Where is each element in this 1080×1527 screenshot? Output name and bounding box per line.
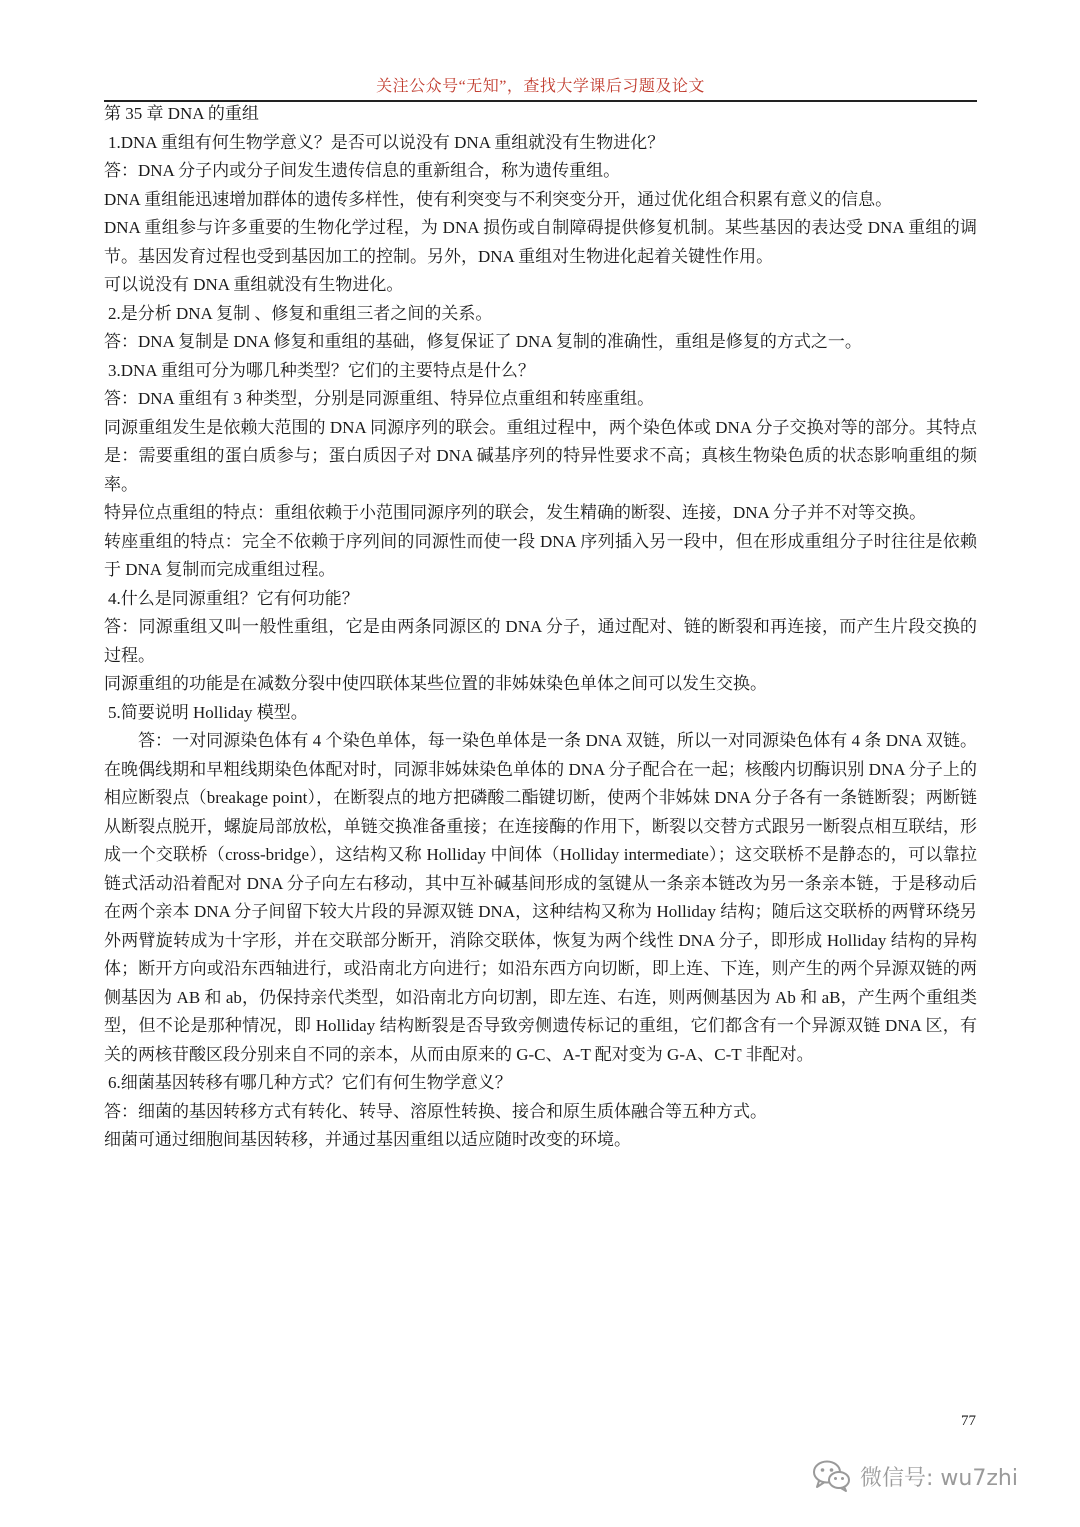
question-3: 3.DNA 重组可分为哪几种类型？它们的主要特点是什么？ [108,360,535,380]
chapter-title: 第 35 章 DNA 的重组 [104,104,259,123]
answer-3-1: 答：DNA 重组有 3 种类型，分别是同源重组、特异位点重组和转座重组。 [104,389,655,408]
answer-4-2: 同源重组的功能是在减数分裂中使四联体某些位置的非姊妹染色单体之间可以发生交换。 [104,674,767,693]
answer-3-2: 同源重组发生是依赖大范围的 DNA 同源序列的联会。重组过程中，两个染色体或 DNA 分子交换对等的部分。其特点是：需要重组的蛋白质参与；蛋白质因子对 DNA 碱基序列的特异性要求不高；真核生物染色质的状态影响重组的频率。 [104,417,977,494]
question-2: 2.是分析 DNA 复制 、修复和重组三者之间的关系。 [108,303,493,323]
question-6: 6.细菌基因转移有哪几种方式？它们有何生物学意义？ [108,1073,512,1092]
answer-1-3: DNA 重组参与许多重要的生物化学过程，为 DNA 损伤或自制障碍提供修复机制。某些基因的表达受 DNA 重组的调节。基因发育过程也受到基因加工的控制。另外，DNA 重组对生物进化起着关键性作用。 [104,218,977,266]
answer-5-1: 答：一对同源染色体有 4 个染色单体，每一染色单体是一条 DNA 双链，所以一对同源染色体有 4 条 DNA 双链。在晚偶线期和早粗线期染色体配对时，同源非姊妹染色单体的 DNA 分子配合在一起；核酸内切酶识别 DNA 分子上的相应断裂点（breakage point），在断裂点的地方把磷酸二酯键切断，使两个非姊妹 DNA 分子各有一条链断裂；两断链从断裂点脱开，螺旋局部放松，单链交换准备重接；在连接酶的作用下，断裂以交替方式跟另一断裂点相互联结，形成一个交联桥（cross-bridge），这结构又称 Holliday 中间体（Holliday intermediate）；这交联桥不是静态的，可以靠拉链式活动沿着配对 DNA 分子向左右移动，其中互补碱基间形成的氢键从一条亲本链改为另一条亲本链，于是移动后在两个亲本 DNA 分子间留下较大片段的异源双链 DNA，这种结构又称为 Holliday 结构；随后这交联桥的两臂环绕另外两臂旋转成为十字形，并在交联部分断开，消除交联体，恢复为两个线性 DNA 分子，即形成 Holliday 结构的异构体；断开方向或沿东西轴进行，或沿南北方向进行；如沿东西方向切断，即上连、下连，则产生的两个异源双链的两侧基因为 AB 和 ab，仍保持亲代类型，如沿南北方向切割，即左连、右连，则两侧基因为 Ab 和 aB，产生两个重组类型，但不论是那种情况，即 Holliday 结构断裂是否导致旁侧遗传标记的重组，它们都含有一个异源双链 DNA 区，有关的两核苷酸区段分别来自不同的亲本，从而由原来的 G-C、A-T 配对变为 G-A、C-T 非配对。 [104,731,977,1064]
answer-6-1: 答：细菌的基因转移方式有转化、转导、溶原性转换、接合和原生质体融合等五种方式。 [104,1101,767,1121]
page-header: 关注公众号“无知”，查找大学课后习题及论文 [104,74,977,102]
wechat-icon [812,1459,852,1493]
answer-3-4: 转座重组的特点：完全不依赖于序列间的同源性而使一段 DNA 序列插入另一段中，但在形成重组分子时往往是依赖于 DNA 复制而完成重组过程。 [104,531,977,579]
answer-2-1: 答：DNA 复制是 DNA 修复和重组的基础，修复保证了 DNA 复制的准确性，重组是修复的方式之一。 [104,332,862,351]
question-5: 5.简要说明 Holliday 模型。 [108,702,308,722]
page-number: 77 [961,1413,976,1429]
watermark-text: 微信号: wu7zhi [860,1465,1018,1491]
answer-1-1: 答：DNA 分子内或分子间发生遗传信息的重新组合，称为遗传重组。 [104,161,621,180]
question-4: 4.什么是同源重组？它有何功能？ [108,588,359,608]
wechat-watermark [812,1456,1018,1496]
document-body [104,100,977,1155]
answer-4-1: 答：同源重组又叫一般性重组，它是由两条同源区的 DNA 分子，通过配对、链的断裂和再连接，而产生片段交换的过程。 [104,617,977,665]
answer-6-2: 细菌可通过细胞间基因转移，并通过基因重组以适应随时改变的环境。 [104,1130,631,1149]
answer-3-3: 特异位点重组的特点：重组依赖于小范围同源序列的联会，发生精确的断裂、连接，DNA 分子并不对等交换。 [104,503,927,522]
question-1: 1.DNA 重组有何生物学意义？是否可以说没有 DNA 重组就没有生物进化？ [108,132,665,152]
answer-1-2: DNA 重组能迅速增加群体的遗传多样性，使有利突变与不利突变分开，通过优化组合积累有意义的信息。 [104,189,893,209]
answer-1-4: 可以说没有 DNA 重组就没有生物进化。 [104,275,404,294]
